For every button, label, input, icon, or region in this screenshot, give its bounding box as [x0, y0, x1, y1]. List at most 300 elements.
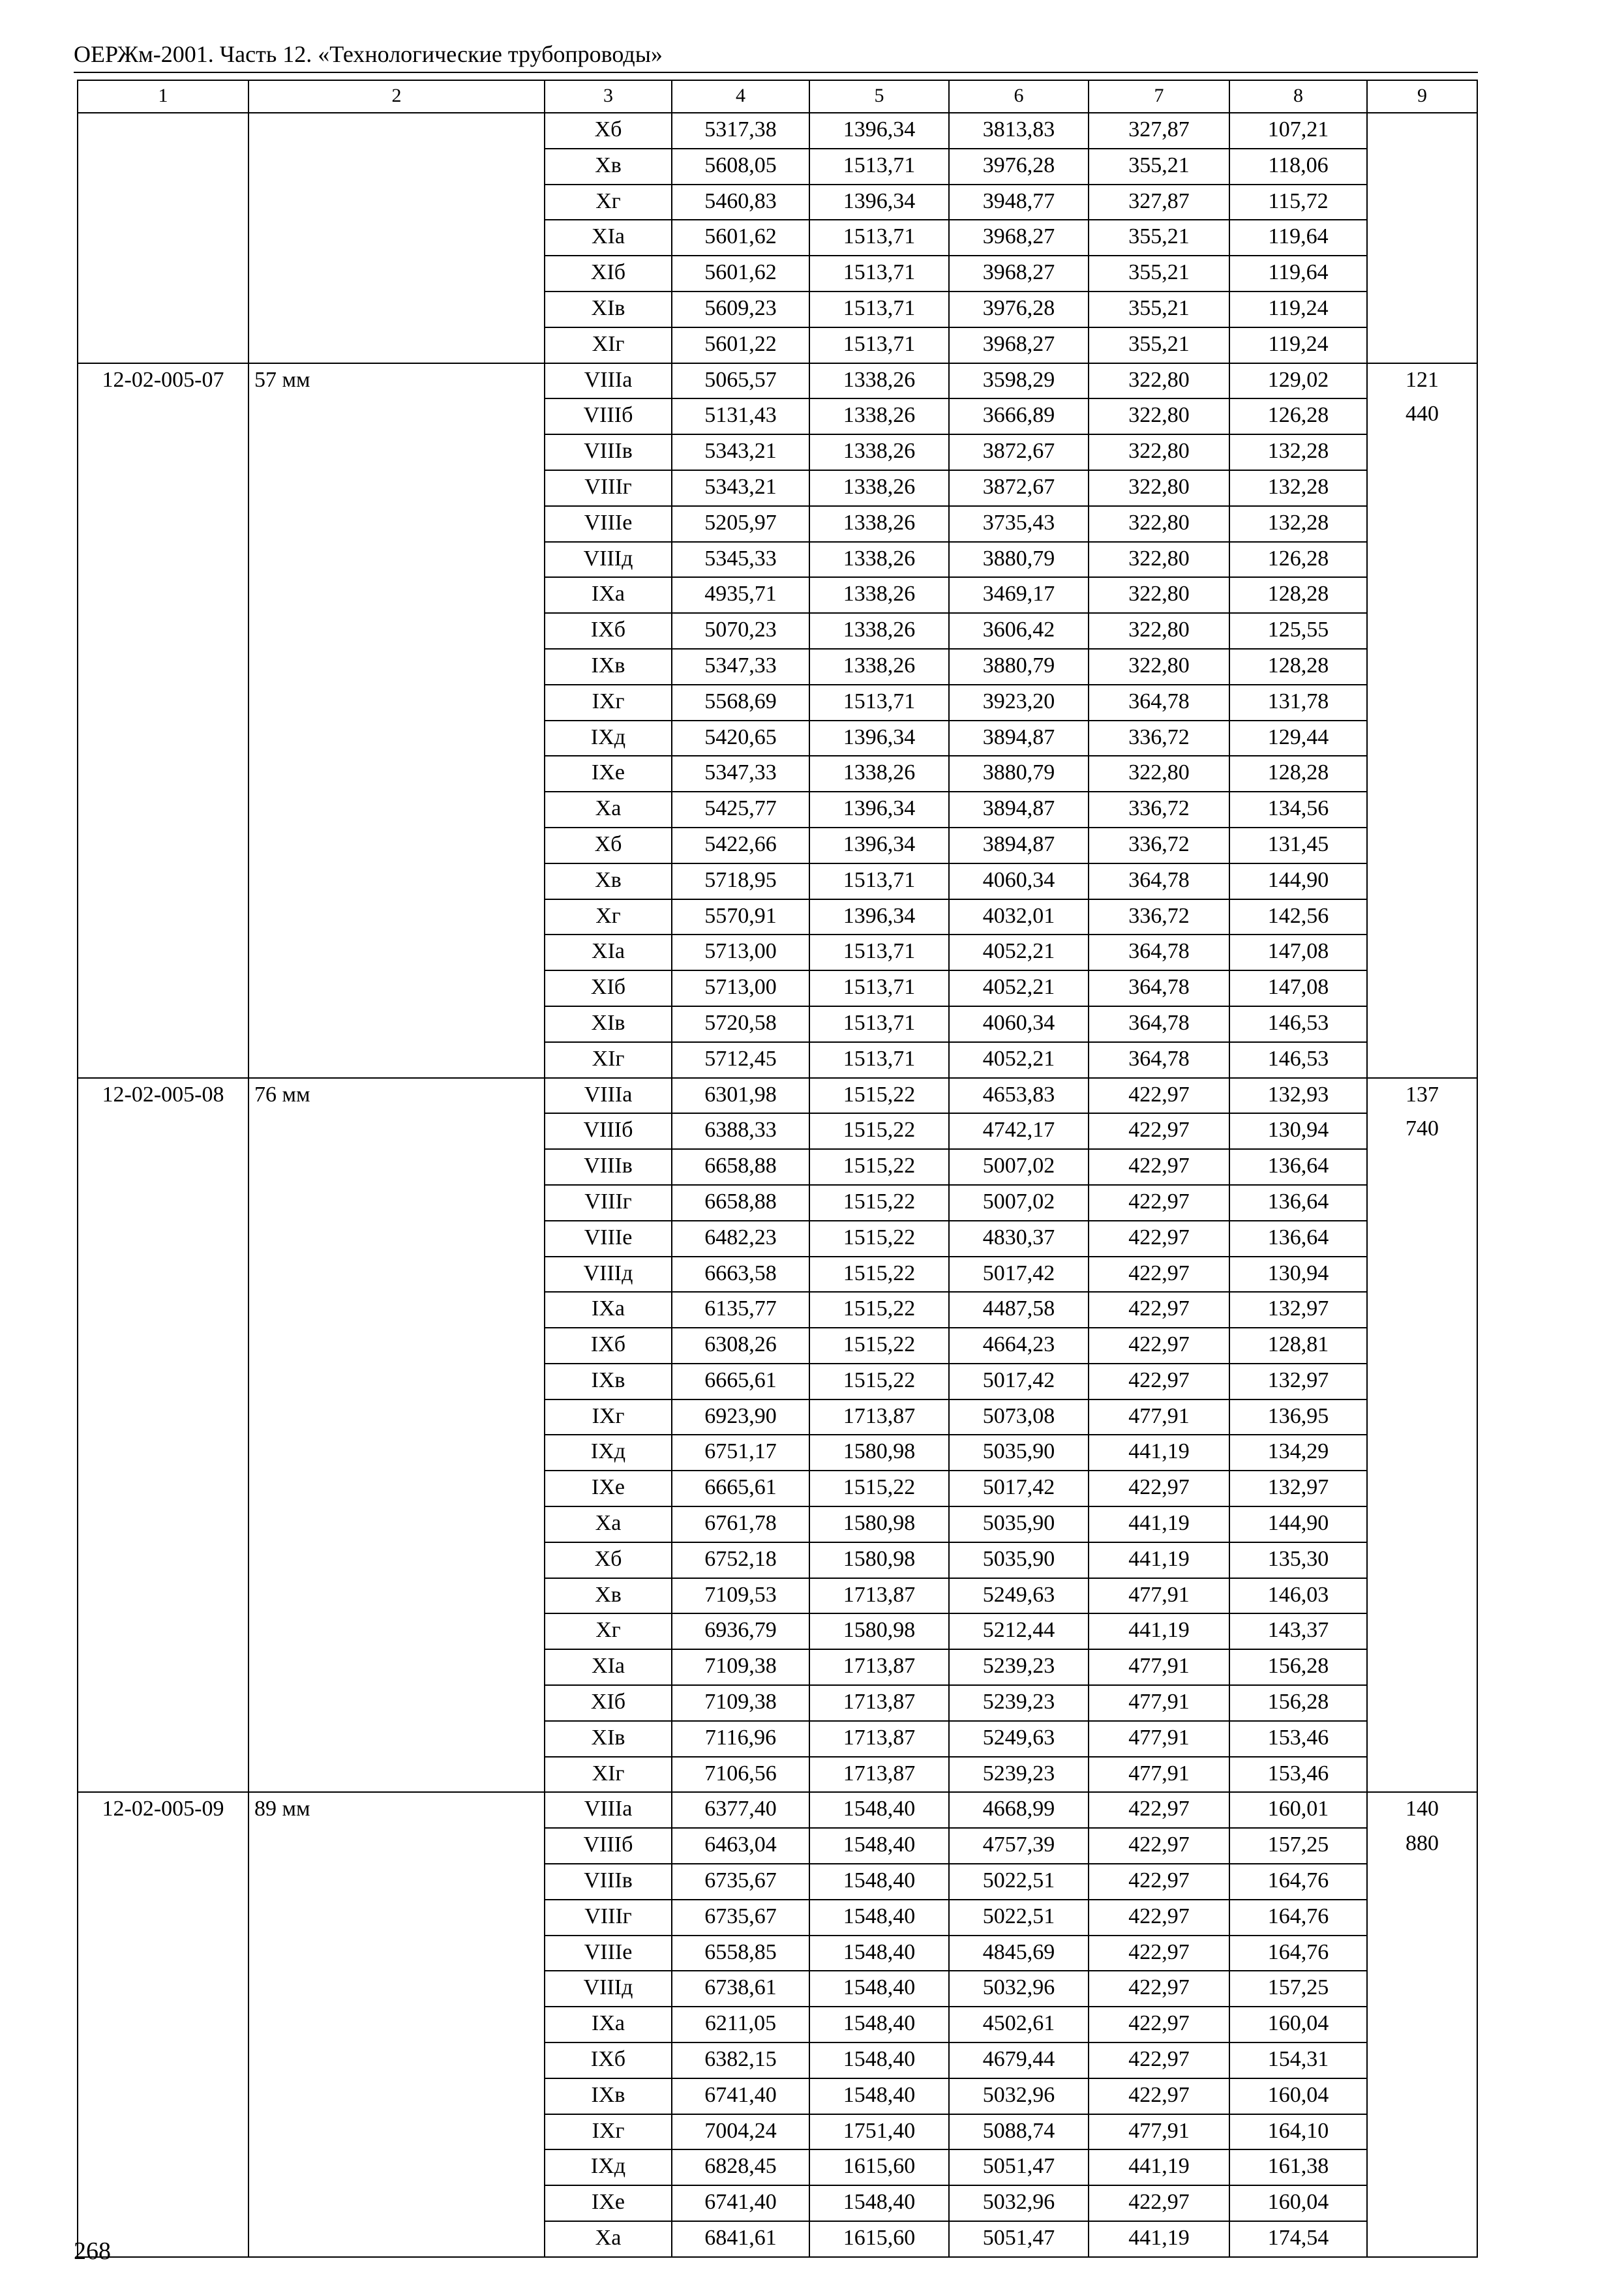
zone-cell: ХIв	[545, 1721, 672, 1757]
value-cell: 3666,89	[949, 398, 1089, 434]
value-cell: 1513,71	[809, 863, 949, 899]
table-row	[78, 363, 1477, 399]
value-cell: 6738,61	[672, 1971, 809, 2007]
value-cell: 1396,34	[809, 899, 949, 935]
value-cell: 5022,51	[949, 1900, 1089, 1936]
value-cell: 4060,34	[949, 1006, 1089, 1042]
col9-cell	[1367, 1792, 1477, 2256]
zone-cell: IXд	[545, 721, 672, 756]
column-number-row	[78, 80, 1477, 113]
value-cell: 5239,23	[949, 1757, 1089, 1793]
value-cell: 1713,87	[809, 1757, 949, 1793]
zone-cell: VIIIб	[545, 1113, 672, 1149]
value-cell: 5570,91	[672, 899, 809, 935]
value-cell: 5032,96	[949, 2185, 1089, 2221]
zone-cell: ХIг	[545, 1042, 672, 1078]
value-cell: 5720,58	[672, 1006, 809, 1042]
value-cell: 441,19	[1089, 2221, 1229, 2257]
zone-cell: ХIг	[545, 1757, 672, 1793]
value-cell: 3872,67	[949, 434, 1089, 470]
value-cell: 107,21	[1229, 113, 1367, 149]
value-cell: 6936,79	[672, 1613, 809, 1649]
value-cell: 1396,34	[809, 828, 949, 863]
value-cell: 6658,88	[672, 1149, 809, 1185]
value-cell: 1580,98	[809, 1435, 949, 1471]
zone-cell: Хв	[545, 149, 672, 185]
zone-cell: ХIа	[545, 1649, 672, 1685]
value-cell: 3894,87	[949, 721, 1089, 756]
value-cell: 1548,40	[809, 1792, 949, 1828]
zone-cell: ХIв	[545, 1006, 672, 1042]
value-cell: 4742,17	[949, 1113, 1089, 1149]
zone-cell: Ха	[545, 792, 672, 828]
value-cell: 130,94	[1229, 1257, 1367, 1293]
value-cell: 134,29	[1229, 1435, 1367, 1471]
value-cell: 136,64	[1229, 1149, 1367, 1185]
value-cell: 4052,21	[949, 1042, 1089, 1078]
value-cell: 4052,21	[949, 970, 1089, 1006]
zone-cell: VIIIг	[545, 1185, 672, 1221]
value-cell: 364,78	[1089, 970, 1229, 1006]
zone-cell: VIIIе	[545, 1221, 672, 1257]
value-cell: 6377,40	[672, 1792, 809, 1828]
value-cell: 477,91	[1089, 1578, 1229, 1614]
value-cell: 147,08	[1229, 935, 1367, 970]
value-cell: 144,90	[1229, 1506, 1367, 1542]
value-cell: 4664,23	[949, 1328, 1089, 1364]
value-cell: 422,97	[1089, 1792, 1229, 1828]
value-cell: 6923,90	[672, 1399, 809, 1435]
value-cell: 164,10	[1229, 2114, 1367, 2150]
value-cell: 441,19	[1089, 1613, 1229, 1649]
value-cell: 125,55	[1229, 613, 1367, 649]
zone-cell: IXа	[545, 2007, 672, 2042]
value-cell: 1515,22	[809, 1221, 949, 1257]
value-cell: 5601,62	[672, 256, 809, 292]
diameter-cell	[248, 113, 545, 363]
value-cell: 5608,05	[672, 149, 809, 185]
value-cell: 322,80	[1089, 542, 1229, 578]
value-cell: 4032,01	[949, 899, 1089, 935]
zone-cell: IXб	[545, 613, 672, 649]
value-cell: 119,24	[1229, 292, 1367, 327]
value-cell: 1548,40	[809, 2007, 949, 2042]
value-cell: 5713,00	[672, 935, 809, 970]
value-cell: 5017,42	[949, 1364, 1089, 1399]
value-cell: 3880,79	[949, 649, 1089, 685]
value-cell: 7109,53	[672, 1578, 809, 1614]
value-cell: 3598,29	[949, 363, 1089, 399]
value-cell: 5131,43	[672, 398, 809, 434]
zone-cell: IXв	[545, 649, 672, 685]
value-cell: 164,76	[1229, 1900, 1367, 1936]
value-cell: 1338,26	[809, 363, 949, 399]
zone-cell: ХIа	[545, 935, 672, 970]
value-cell: 422,97	[1089, 1364, 1229, 1399]
value-cell: 1338,26	[809, 613, 949, 649]
value-cell: 132,28	[1229, 506, 1367, 542]
value-cell: 5712,45	[672, 1042, 809, 1078]
value-cell: 364,78	[1089, 1042, 1229, 1078]
zone-cell: VIIIд	[545, 542, 672, 578]
value-cell: 156,28	[1229, 1649, 1367, 1685]
value-cell: 3469,17	[949, 577, 1089, 613]
value-cell: 1580,98	[809, 1542, 949, 1578]
zone-cell: VIIIг	[545, 470, 672, 506]
value-cell: 131,45	[1229, 828, 1367, 863]
zone-cell: ХIв	[545, 292, 672, 327]
value-cell: 5601,62	[672, 220, 809, 256]
value-cell: 135,30	[1229, 1542, 1367, 1578]
value-cell: 132,97	[1229, 1292, 1367, 1328]
value-cell: 6388,33	[672, 1113, 809, 1149]
header-rule	[74, 72, 1478, 73]
value-cell: 5035,90	[949, 1506, 1089, 1542]
value-cell: 1713,87	[809, 1685, 949, 1721]
value-cell: 1338,26	[809, 649, 949, 685]
table-row	[78, 1792, 1477, 1828]
value-cell: 7004,24	[672, 2114, 809, 2150]
value-cell: 477,91	[1089, 1649, 1229, 1685]
value-cell: 1338,26	[809, 434, 949, 470]
value-cell: 322,80	[1089, 470, 1229, 506]
value-cell: 364,78	[1089, 1006, 1229, 1042]
value-cell: 3923,20	[949, 685, 1089, 721]
value-cell: 5032,96	[949, 1971, 1089, 2007]
value-cell: 1338,26	[809, 506, 949, 542]
value-cell: 1513,71	[809, 220, 949, 256]
value-cell: 4935,71	[672, 577, 809, 613]
zone-cell: Хг	[545, 899, 672, 935]
value-cell: 164,76	[1229, 1864, 1367, 1900]
value-cell: 3968,27	[949, 256, 1089, 292]
value-cell: 1396,34	[809, 792, 949, 828]
value-cell: 6841,61	[672, 2221, 809, 2257]
value-cell: 355,21	[1089, 256, 1229, 292]
value-cell: 1515,22	[809, 1078, 949, 1114]
value-cell: 6558,85	[672, 1936, 809, 1971]
value-cell: 142,56	[1229, 899, 1367, 935]
value-cell: 1513,71	[809, 970, 949, 1006]
value-cell: 3872,67	[949, 470, 1089, 506]
zone-cell: Хб	[545, 113, 672, 149]
zone-cell: IXб	[545, 1328, 672, 1364]
value-cell: 129,02	[1229, 363, 1367, 399]
value-cell: 1515,22	[809, 1292, 949, 1328]
value-cell: 126,28	[1229, 542, 1367, 578]
value-cell: 3894,87	[949, 792, 1089, 828]
zone-cell: IXг	[545, 2114, 672, 2150]
value-cell: 7109,38	[672, 1649, 809, 1685]
value-cell: 3968,27	[949, 327, 1089, 363]
value-cell: 1515,22	[809, 1328, 949, 1364]
value-cell: 157,25	[1229, 1828, 1367, 1864]
value-cell: 132,28	[1229, 434, 1367, 470]
value-cell: 136,64	[1229, 1221, 1367, 1257]
value-cell: 156,28	[1229, 1685, 1367, 1721]
value-cell: 128,81	[1229, 1328, 1367, 1364]
value-cell: 5568,69	[672, 685, 809, 721]
value-cell: 3880,79	[949, 542, 1089, 578]
value-cell: 322,80	[1089, 506, 1229, 542]
value-cell: 131,78	[1229, 685, 1367, 721]
col9-value: 121	[1406, 367, 1439, 392]
value-cell: 477,91	[1089, 1757, 1229, 1793]
value-cell: 422,97	[1089, 1221, 1229, 1257]
value-cell: 5345,33	[672, 542, 809, 578]
value-cell: 422,97	[1089, 1471, 1229, 1506]
col9-value: 440	[1406, 402, 1439, 426]
value-cell: 5212,44	[949, 1613, 1089, 1649]
value-cell: 146,03	[1229, 1578, 1367, 1614]
column-number-cell: 6	[949, 80, 1089, 113]
value-cell: 1548,40	[809, 1900, 949, 1936]
value-cell: 160,04	[1229, 2078, 1367, 2114]
value-cell: 1548,40	[809, 1828, 949, 1864]
value-cell: 147,08	[1229, 970, 1367, 1006]
value-cell: 355,21	[1089, 220, 1229, 256]
value-cell: 1713,87	[809, 1578, 949, 1614]
rate-code-cell: 12-02-005-07	[78, 363, 248, 1078]
value-cell: 6741,40	[672, 2078, 809, 2114]
value-cell: 5713,00	[672, 970, 809, 1006]
value-cell: 1513,71	[809, 1042, 949, 1078]
value-cell: 422,97	[1089, 1936, 1229, 1971]
value-cell: 5205,97	[672, 506, 809, 542]
value-cell: 322,80	[1089, 756, 1229, 792]
rate-code-cell: 12-02-005-08	[78, 1078, 248, 1793]
value-cell: 5239,23	[949, 1649, 1089, 1685]
value-cell: 3735,43	[949, 506, 1089, 542]
value-cell: 7109,38	[672, 1685, 809, 1721]
value-cell: 3948,77	[949, 185, 1089, 220]
zone-cell: Хв	[545, 1578, 672, 1614]
value-cell: 126,28	[1229, 398, 1367, 434]
zone-cell: VIIIе	[545, 506, 672, 542]
column-number-cell: 7	[1089, 80, 1229, 113]
zone-cell: IXе	[545, 1471, 672, 1506]
value-cell: 4845,69	[949, 1936, 1089, 1971]
zone-cell: VIIIб	[545, 398, 672, 434]
value-cell: 3813,83	[949, 113, 1089, 149]
value-cell: 119,64	[1229, 220, 1367, 256]
value-cell: 1713,87	[809, 1721, 949, 1757]
zone-cell: IXа	[545, 577, 672, 613]
value-cell: 1396,34	[809, 185, 949, 220]
value-cell: 1580,98	[809, 1613, 949, 1649]
value-cell: 1513,71	[809, 1006, 949, 1042]
zone-cell: Хг	[545, 185, 672, 220]
value-cell: 6658,88	[672, 1185, 809, 1221]
value-cell: 6741,40	[672, 2185, 809, 2221]
value-cell: 1513,71	[809, 292, 949, 327]
value-cell: 477,91	[1089, 1399, 1229, 1435]
value-cell: 5343,21	[672, 470, 809, 506]
value-cell: 336,72	[1089, 721, 1229, 756]
value-cell: 136,95	[1229, 1399, 1367, 1435]
value-cell: 327,87	[1089, 185, 1229, 220]
value-cell: 322,80	[1089, 363, 1229, 399]
zone-cell: IXб	[545, 2042, 672, 2078]
value-cell: 160,04	[1229, 2185, 1367, 2221]
value-cell: 5022,51	[949, 1864, 1089, 1900]
value-cell: 422,97	[1089, 2007, 1229, 2042]
value-cell: 5343,21	[672, 434, 809, 470]
value-cell: 1713,87	[809, 1399, 949, 1435]
value-cell: 364,78	[1089, 685, 1229, 721]
col9-cell	[1367, 113, 1477, 363]
zone-cell: IXа	[545, 1292, 672, 1328]
zone-cell: IXд	[545, 2149, 672, 2185]
zone-cell: VIIIв	[545, 1864, 672, 1900]
value-cell: 3968,27	[949, 220, 1089, 256]
value-cell: 441,19	[1089, 1506, 1229, 1542]
value-cell: 5609,23	[672, 292, 809, 327]
value-cell: 336,72	[1089, 792, 1229, 828]
value-cell: 143,37	[1229, 1613, 1367, 1649]
zone-cell: Ха	[545, 2221, 672, 2257]
zone-cell: ХIа	[545, 220, 672, 256]
zone-cell: VIIIв	[545, 1149, 672, 1185]
value-cell: 6665,61	[672, 1364, 809, 1399]
column-number-cell: 1	[78, 80, 248, 113]
value-cell: 6752,18	[672, 1542, 809, 1578]
zone-cell: VIIIг	[545, 1900, 672, 1936]
value-cell: 1513,71	[809, 935, 949, 970]
zone-cell: Хв	[545, 863, 672, 899]
value-cell: 1513,71	[809, 256, 949, 292]
value-cell: 1580,98	[809, 1506, 949, 1542]
zone-cell: ХIг	[545, 327, 672, 363]
value-cell: 364,78	[1089, 863, 1229, 899]
value-cell: 6828,45	[672, 2149, 809, 2185]
value-cell: 1713,87	[809, 1649, 949, 1685]
value-cell: 327,87	[1089, 113, 1229, 149]
zone-cell: IXе	[545, 2185, 672, 2221]
zone-cell: VIIIа	[545, 1792, 672, 1828]
column-number-cell: 2	[248, 80, 545, 113]
value-cell: 422,97	[1089, 2185, 1229, 2221]
value-cell: 5007,02	[949, 1185, 1089, 1221]
value-cell: 132,28	[1229, 470, 1367, 506]
value-cell: 364,78	[1089, 935, 1229, 970]
value-cell: 1513,71	[809, 685, 949, 721]
value-cell: 132,97	[1229, 1364, 1367, 1399]
value-cell: 1615,60	[809, 2149, 949, 2185]
value-cell: 355,21	[1089, 149, 1229, 185]
value-cell: 1338,26	[809, 542, 949, 578]
zone-cell: ХIб	[545, 970, 672, 1006]
zone-cell: ХIб	[545, 256, 672, 292]
zone-cell: VIIIв	[545, 434, 672, 470]
zone-cell: VIIIа	[545, 1078, 672, 1114]
value-cell: 130,94	[1229, 1113, 1367, 1149]
value-cell: 160,04	[1229, 2007, 1367, 2042]
value-cell: 422,97	[1089, 1149, 1229, 1185]
value-cell: 1396,34	[809, 721, 949, 756]
value-cell: 1615,60	[809, 2221, 949, 2257]
value-cell: 422,97	[1089, 2042, 1229, 2078]
value-cell: 5070,23	[672, 613, 809, 649]
value-cell: 6761,78	[672, 1506, 809, 1542]
value-cell: 115,72	[1229, 185, 1367, 220]
diameter-cell: 57 мм	[248, 363, 545, 1078]
value-cell: 4668,99	[949, 1792, 1089, 1828]
value-cell: 355,21	[1089, 292, 1229, 327]
value-cell: 119,64	[1229, 256, 1367, 292]
diameter-cell: 89 мм	[248, 1792, 545, 2256]
value-cell: 1338,26	[809, 398, 949, 434]
value-cell: 422,97	[1089, 1113, 1229, 1149]
col9-value: 140	[1406, 1797, 1439, 1821]
value-cell: 5425,77	[672, 792, 809, 828]
table-row	[78, 1078, 1477, 1114]
value-cell: 477,91	[1089, 1685, 1229, 1721]
value-cell: 161,38	[1229, 2149, 1367, 2185]
value-cell: 132,97	[1229, 1471, 1367, 1506]
value-cell: 1515,22	[809, 1113, 949, 1149]
value-cell: 5073,08	[949, 1399, 1089, 1435]
col9-value: 137	[1406, 1082, 1439, 1107]
zone-cell: IXд	[545, 1435, 672, 1471]
col9-value: 880	[1406, 1831, 1439, 1856]
value-cell: 477,91	[1089, 1721, 1229, 1757]
column-number-cell: 5	[809, 80, 949, 113]
value-cell: 5032,96	[949, 2078, 1089, 2114]
value-cell: 336,72	[1089, 899, 1229, 935]
value-cell: 477,91	[1089, 2114, 1229, 2150]
value-cell: 422,97	[1089, 1971, 1229, 2007]
value-cell: 5017,42	[949, 1257, 1089, 1293]
value-cell: 422,97	[1089, 1257, 1229, 1293]
value-cell: 128,28	[1229, 756, 1367, 792]
value-cell: 153,46	[1229, 1721, 1367, 1757]
value-cell: 132,93	[1229, 1078, 1367, 1114]
value-cell: 5422,66	[672, 828, 809, 863]
zone-cell: IXг	[545, 1399, 672, 1435]
column-number-cell: 8	[1229, 80, 1367, 113]
zone-cell: VIIIе	[545, 1936, 672, 1971]
value-cell: 6751,17	[672, 1435, 809, 1471]
value-cell: 146,53	[1229, 1006, 1367, 1042]
value-cell: 1338,26	[809, 756, 949, 792]
value-cell: 5347,33	[672, 649, 809, 685]
value-cell: 6735,67	[672, 1864, 809, 1900]
value-cell: 5460,83	[672, 185, 809, 220]
value-cell: 5051,47	[949, 2149, 1089, 2185]
value-cell: 422,97	[1089, 1078, 1229, 1114]
value-cell: 336,72	[1089, 828, 1229, 863]
value-cell: 4052,21	[949, 935, 1089, 970]
value-cell: 3976,28	[949, 149, 1089, 185]
value-cell: 6211,05	[672, 2007, 809, 2042]
value-cell: 129,44	[1229, 721, 1367, 756]
value-cell: 4502,61	[949, 2007, 1089, 2042]
value-cell: 322,80	[1089, 577, 1229, 613]
value-cell: 422,97	[1089, 1185, 1229, 1221]
value-cell: 1515,22	[809, 1257, 949, 1293]
value-cell: 153,46	[1229, 1757, 1367, 1793]
value-cell: 441,19	[1089, 1542, 1229, 1578]
value-cell: 6463,04	[672, 1828, 809, 1864]
value-cell: 322,80	[1089, 649, 1229, 685]
value-cell: 5035,90	[949, 1435, 1089, 1471]
value-cell: 128,28	[1229, 649, 1367, 685]
value-cell: 1338,26	[809, 470, 949, 506]
value-cell: 441,19	[1089, 2149, 1229, 2185]
value-cell: 6665,61	[672, 1471, 809, 1506]
value-cell: 7106,56	[672, 1757, 809, 1793]
